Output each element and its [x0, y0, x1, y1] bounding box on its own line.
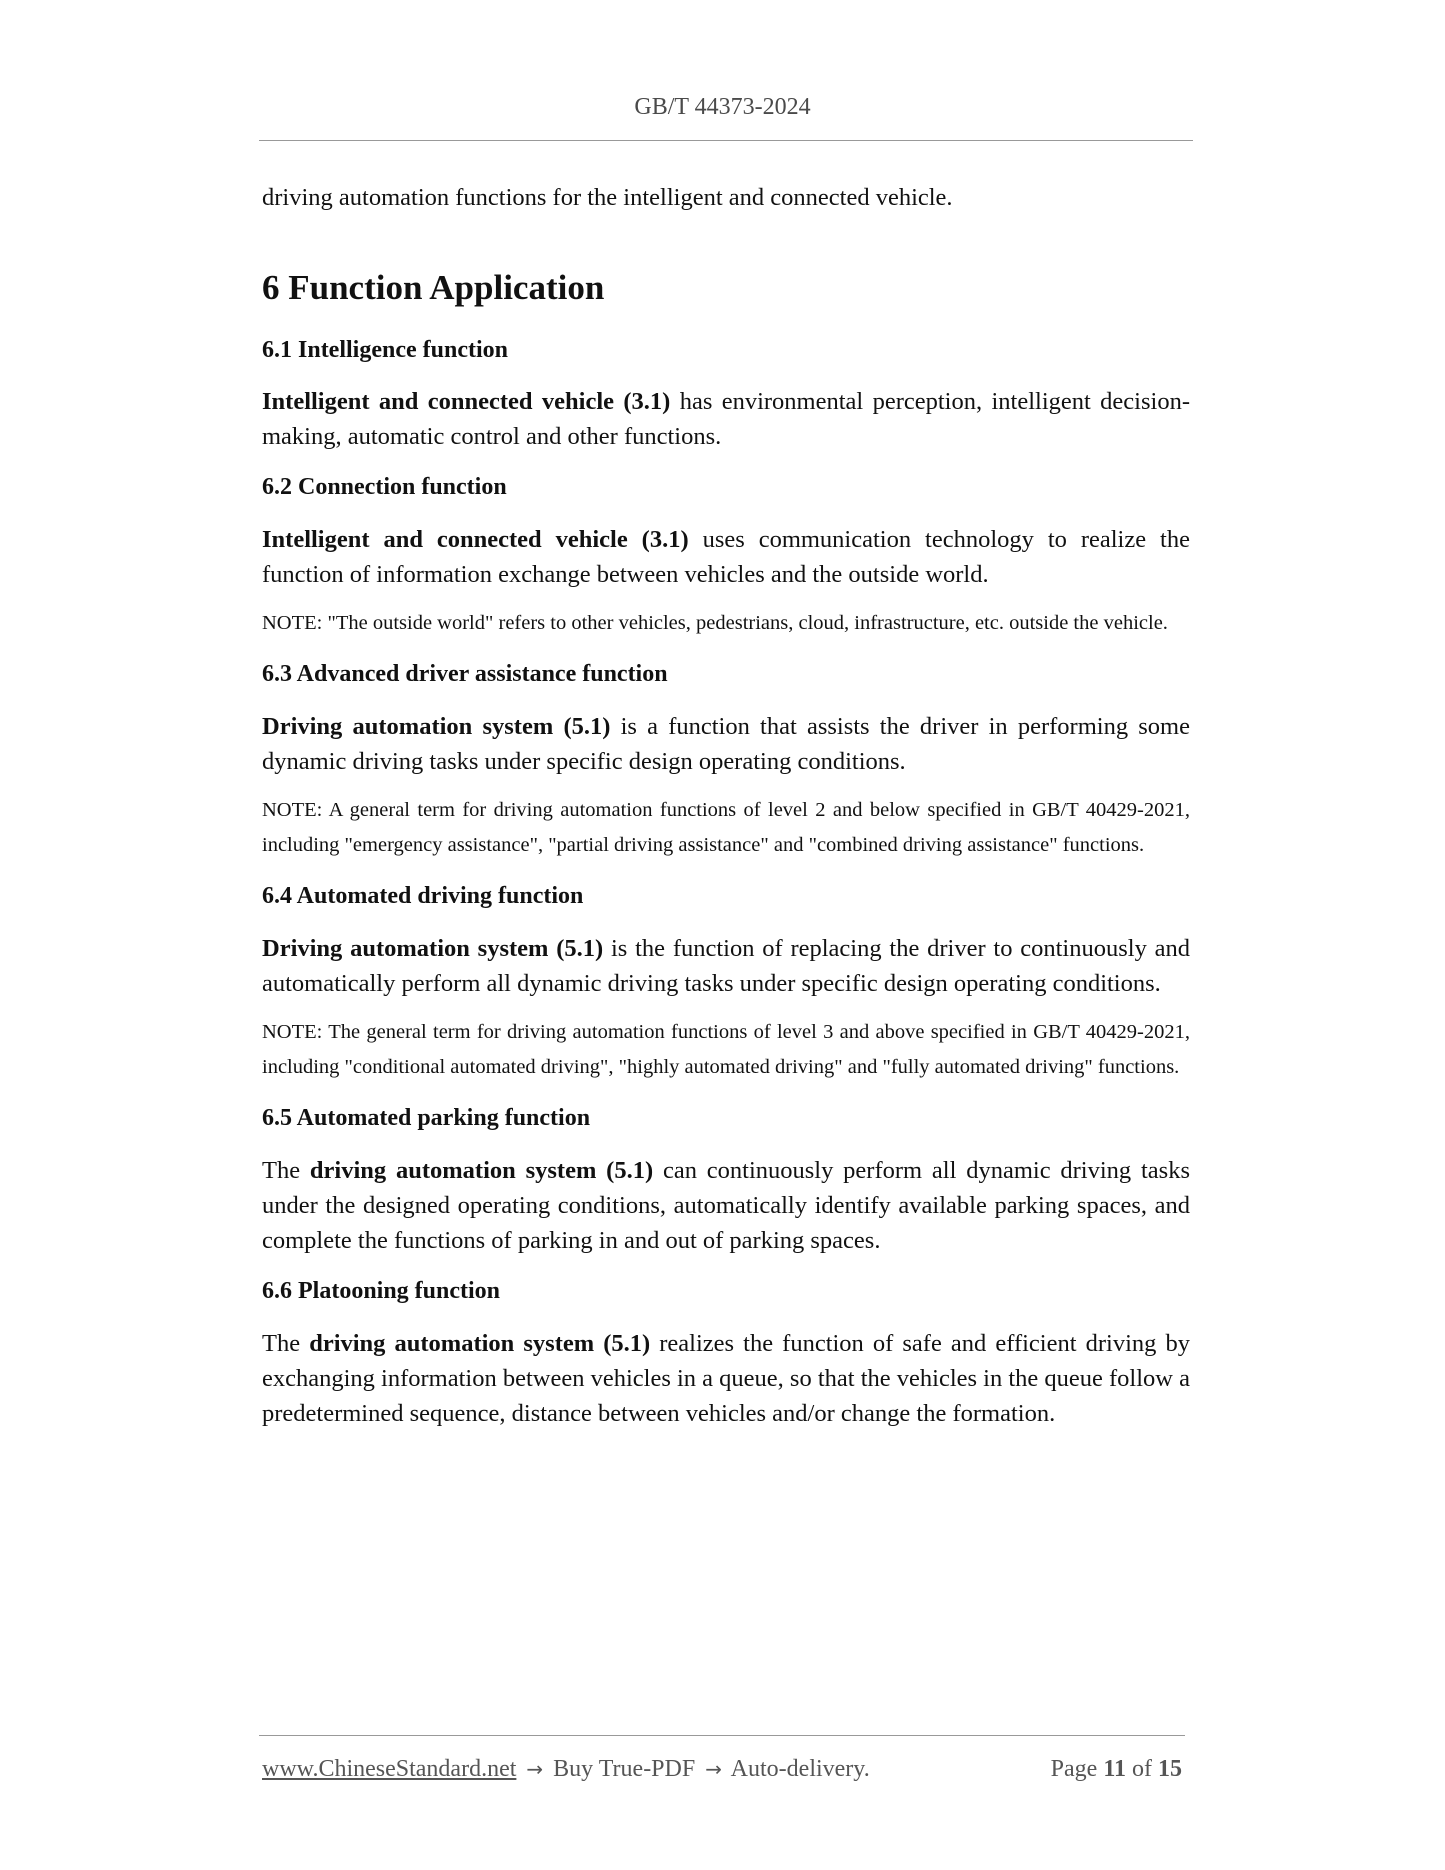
- of-label: of: [1132, 1756, 1152, 1782]
- heading-6-3: 6.3 Advanced driver assistance function: [262, 661, 668, 687]
- term-bold: Driving automation system (5.1): [262, 935, 604, 962]
- section-title: 6 Function Application: [262, 268, 605, 307]
- header-doc-id: GB/T 44373-2024: [634, 94, 811, 120]
- term-bold: Intelligent and connected vehicle (3.1): [262, 526, 689, 553]
- arrow-right-icon: →: [705, 1757, 722, 1781]
- intro-tail-paragraph: driving automation functions for the intelligent and connected vehicle.: [262, 184, 953, 211]
- footer-divider: [259, 1735, 1185, 1736]
- heading-6-2: 6.2 Connection function: [262, 474, 507, 500]
- page-total: 15: [1158, 1756, 1182, 1782]
- buy-true-pdf-text: Buy True-PDF: [553, 1756, 696, 1782]
- paragraph-text: is the function of replacing the driver to continuously and automatically perform all dynamic driving tasks under specific design operating conditions.: [262, 935, 1190, 997]
- term-bold: driving automation system (5.1): [309, 1330, 651, 1357]
- page-label: Page: [1050, 1756, 1098, 1782]
- arrow-right-icon: →: [526, 1757, 544, 1781]
- paragraph-text: can continuously perform all dynamic driving tasks under the designed operating conditions, automatically identify available parking spaces, and complete the functions of parking in and out of parking spaces.: [262, 1157, 1190, 1254]
- page-content: [262, 180, 1190, 1431]
- note-6-2: NOTE: "The outside world" refers to other vehicles, pedestrians, cloud, infrastructure, etc. outside the vehicle.: [262, 612, 1168, 634]
- paragraph-text: is a function that assists the driver in performing some dynamic driving tasks under specific design operating conditions.: [262, 713, 1190, 775]
- heading-6-6: 6.6 Platooning function: [262, 1278, 501, 1304]
- auto-delivery-text: Auto-delivery.: [730, 1756, 870, 1782]
- paragraph-6-5: [262, 1153, 1190, 1258]
- heading-6-4: 6.4 Automated driving function: [262, 883, 584, 909]
- paragraph-lead: The: [262, 1157, 310, 1184]
- paragraph-6-3: [262, 709, 1190, 779]
- paragraph-text: realizes the function of safe and efficient driving by exchanging information between vehicles in a queue, so that the vehicles in the queue follow a predetermined sequence, distance between vehicles and/or change the formation.: [262, 1330, 1190, 1427]
- header-divider: [259, 140, 1193, 141]
- heading-6-1: 6.1 Intelligence function: [262, 337, 508, 363]
- note-6-3: NOTE: A general term for driving automation functions of level 2 and below specified in GB/T 40429-2021, including "emergency assistance", "partial driving assistance" and "combined driving assistance" functions.: [262, 799, 1190, 856]
- paragraph-lead: The: [262, 1330, 310, 1357]
- page-number: [1051, 1753, 1182, 1785]
- paragraph-text: has environmental perception, intelligent decision-making, automatic control and other functions.: [262, 388, 1190, 450]
- paragraph-6-6: [262, 1326, 1190, 1431]
- term-bold: Driving automation system (5.1): [262, 713, 611, 740]
- paragraph-6-2: [262, 522, 1190, 592]
- heading-6-5: 6.5 Automated parking function: [262, 1105, 591, 1131]
- footer: [262, 1753, 1182, 1785]
- paragraph-6-1: [262, 384, 1190, 454]
- note-6-4: NOTE: The general term for driving automation functions of level 3 and above specified in GB/T 40429-2021, including "conditional automated driving", "highly automated driving" and "fully automated driving" functions.: [262, 1021, 1190, 1078]
- paragraph-6-4: [262, 931, 1190, 1001]
- term-bold: driving automation system (5.1): [309, 1157, 654, 1184]
- paragraph-text: uses communication technology to realize the function of information exchange between vehicles and the outside world.: [262, 526, 1190, 588]
- site-link[interactable]: www.ChineseStandard.net: [262, 1756, 517, 1782]
- term-bold: Intelligent and connected vehicle (3.1): [262, 388, 671, 415]
- page-current: 11: [1103, 1756, 1126, 1782]
